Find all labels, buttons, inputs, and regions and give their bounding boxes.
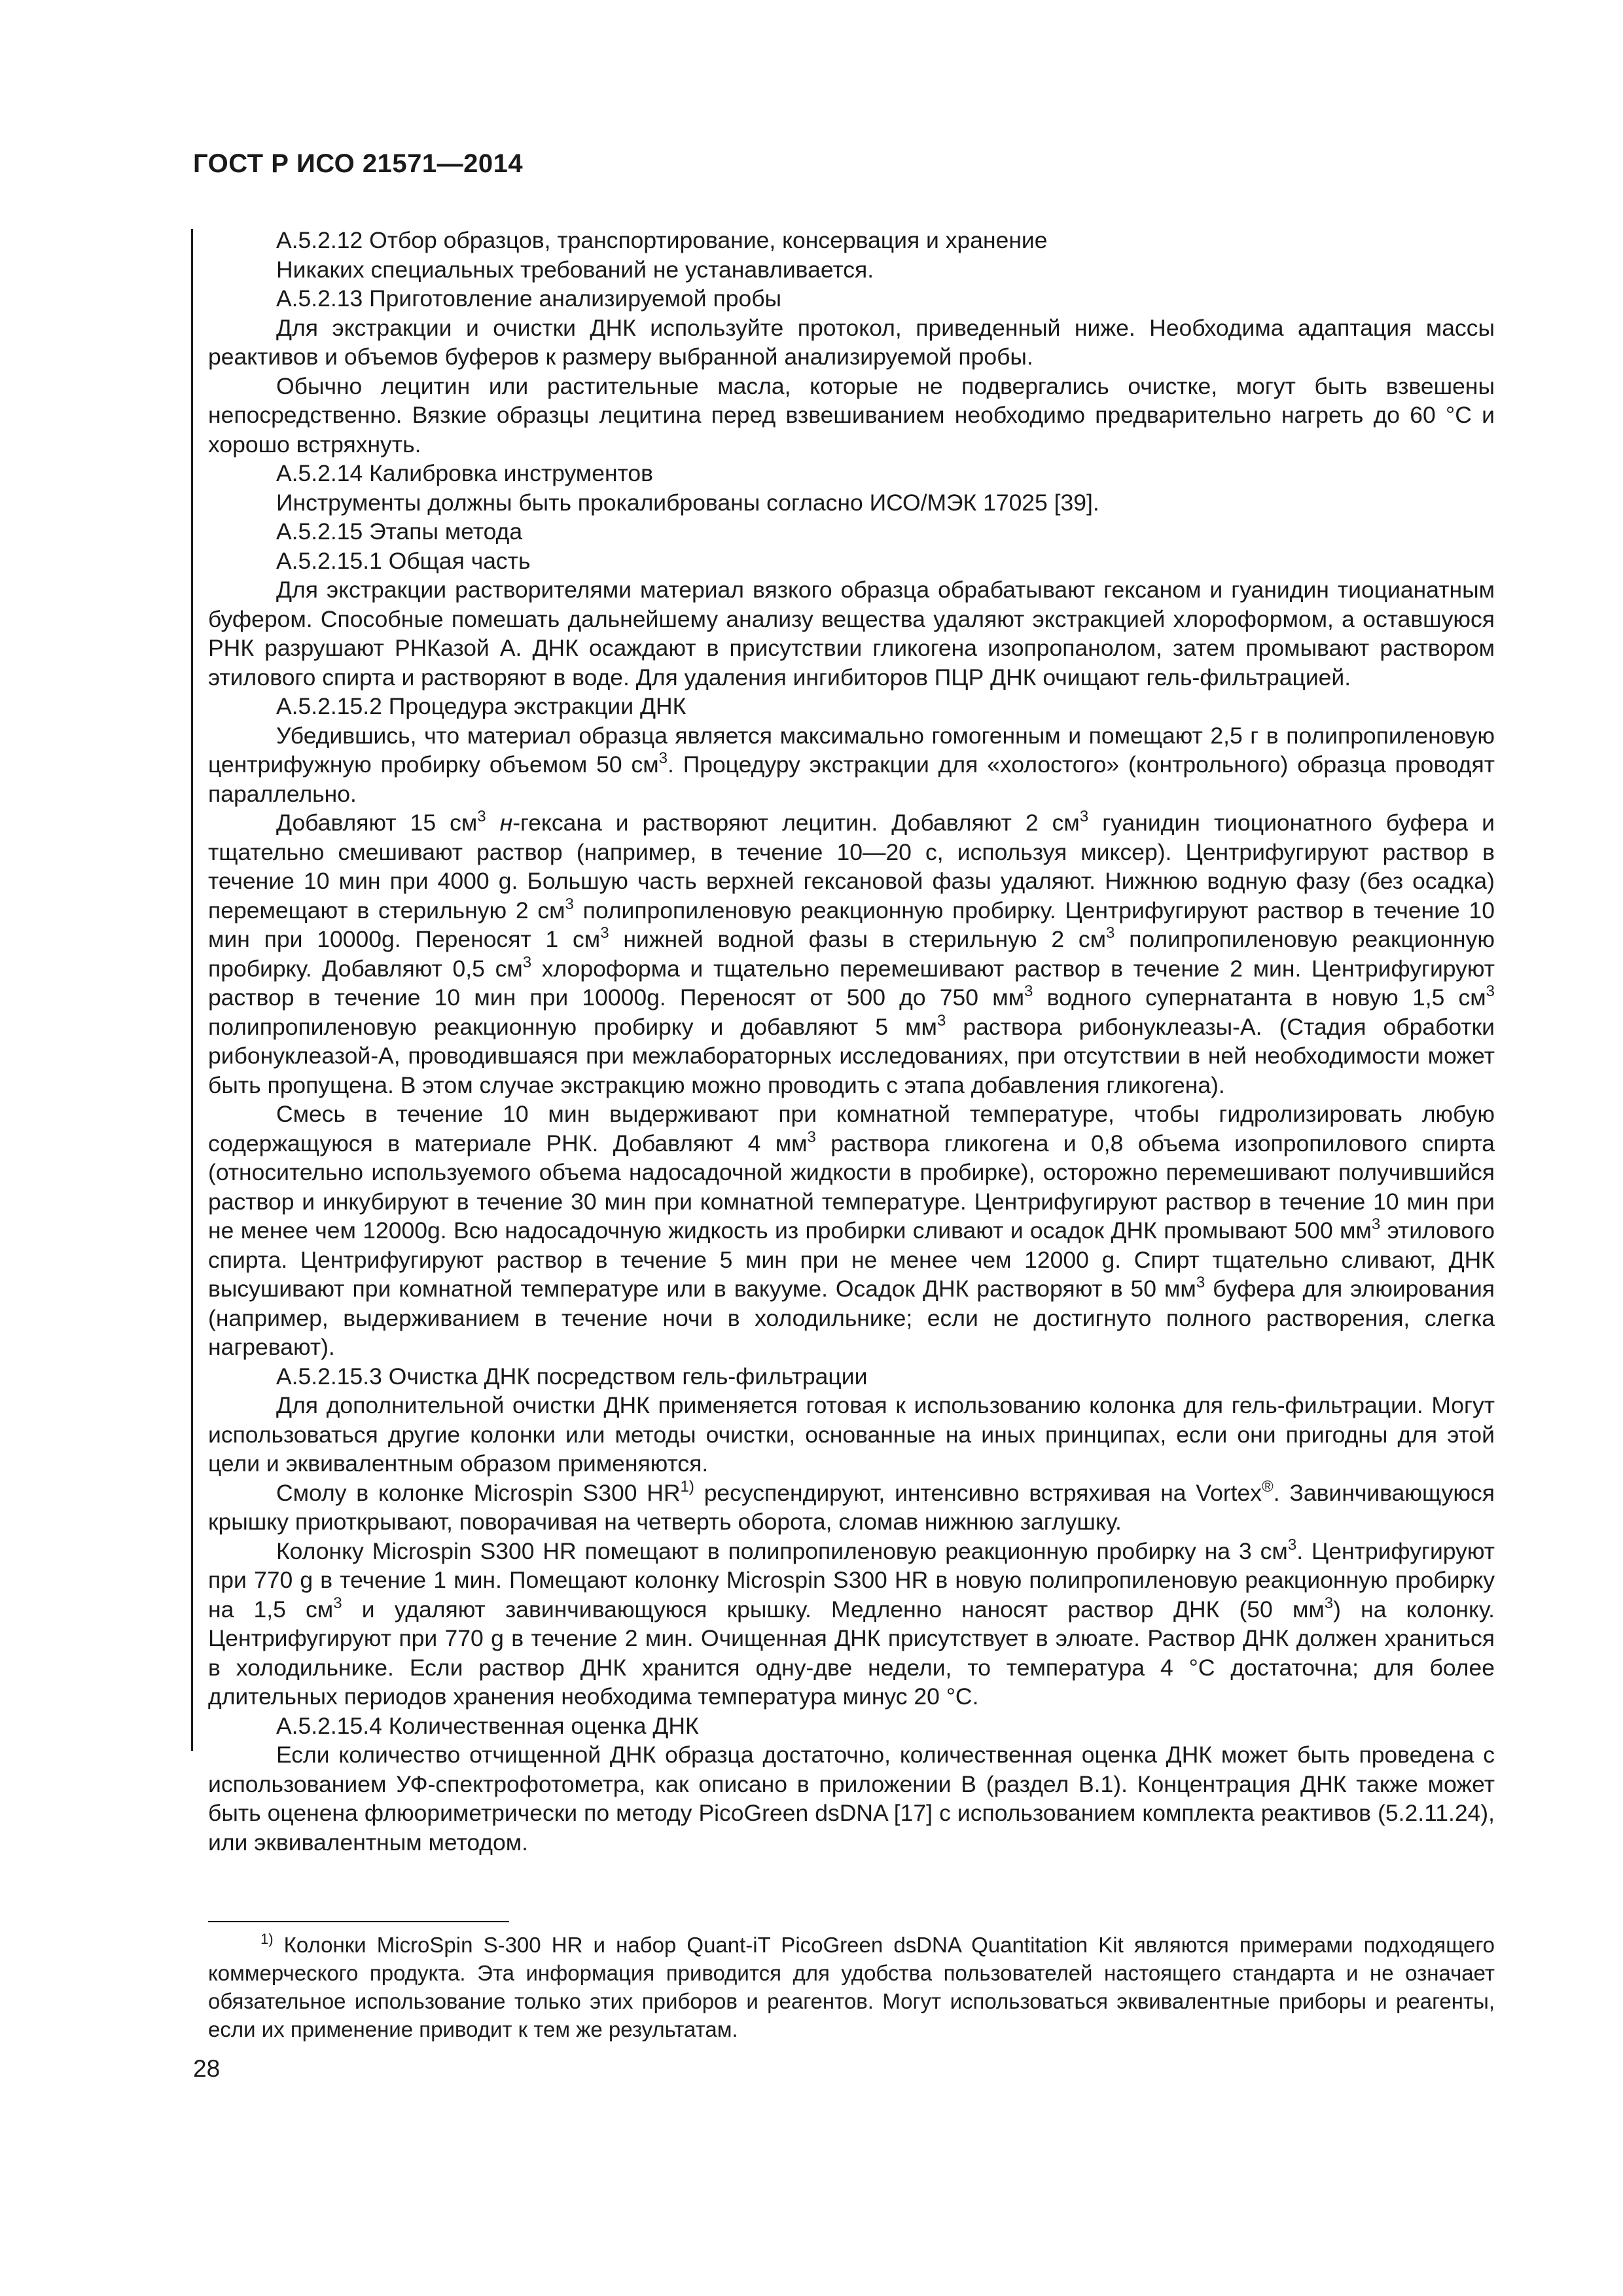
text-run: полипропиленовую реакционную пробирку. Центрифугируют раствор в течение 10 мин при 10000g. Переносят 1 см xyxy=(208,897,1495,952)
page-header: ГОСТ Р ИСО 21571—2014 xyxy=(193,149,524,178)
text-run: Смесь в течение 10 мин выдерживают при комнатной температуре, чтобы гидролизировать любую содержащуюся в материале РНК. Добавляют 4 мм xyxy=(208,1101,1495,1157)
section-heading: А.5.2.15 Этапы метода xyxy=(276,518,523,545)
paragraph xyxy=(208,808,1495,1100)
text-run: -гексана и растворяют лецитин. Добавляют 2 см xyxy=(512,810,1080,836)
superscript: 3 xyxy=(477,808,486,825)
text-run: Добавляют 15 см xyxy=(276,810,478,836)
text-run: полипропиленовую реакционную пробирку и добавляют 5 мм xyxy=(208,1013,937,1040)
footnote-marker: 1) xyxy=(260,1931,274,1947)
section-heading: А.5.2.15.2 Процедура экстракции ДНК xyxy=(276,693,687,719)
text-run xyxy=(486,810,500,836)
section-heading: А.5.2.15.1 Общая часть xyxy=(276,547,531,574)
page-number: 28 xyxy=(193,2055,221,2082)
body-text xyxy=(208,226,1495,1857)
superscript: 3 xyxy=(1079,808,1089,825)
paragraph xyxy=(208,1100,1495,1362)
text-run: нижней водной фазы в стерильную 2 см xyxy=(609,926,1107,952)
text-run: гуанидин тиоционатного буфера и тщательно смешивают раствор (например, в течение 10—20 с, используя миксер). Центрифугируют раствор в течение 10 мин при 4000 g. Большую часть верхней гексановой фазы удаляют. Нижнюю водную фазу (без осадка) перемещают в стерильную 2 см xyxy=(208,810,1495,924)
paragraph: Никаких специальных требований не устанавливается. xyxy=(276,256,874,283)
superscript: 3 xyxy=(565,895,574,913)
text-run: водного супернатанта в новую 1,5 см xyxy=(1033,984,1486,1011)
text-run: Колонку Microspin S300 HR помещают в полипропиленовую реакционную пробирку на 3 см xyxy=(276,1537,1288,1564)
text-run: Смолу в колонке Microspin S300 HR xyxy=(276,1479,681,1506)
section-heading: А.5.2.12 Отбор образцов, транспортирование, консервация и хранение xyxy=(276,227,1048,253)
text-run: . Процедуру экстракции для «холостого» (контрольного) образца проводят параллельно. xyxy=(208,751,1495,807)
superscript: 3 xyxy=(807,1128,816,1146)
paragraph: Для экстракции и очистки ДНК используйте протокол, приведенный ниже. Необходима адаптация массы реактивов и объемов буферов к размеру выбранной анализируемой пробы. xyxy=(208,314,1495,370)
footnote-separator xyxy=(208,1921,509,1922)
paragraph xyxy=(208,1537,1495,1712)
footnote-text xyxy=(208,1931,1495,2043)
paragraph: Обычно лецитин или растительные масла, которые не подвергались очистке, могут быть взвешены непосредственно. Вязкие образцы лецитина перед взвешиванием необходимо предварительно нагреть до 60 °С и хорошо встряхнуть. xyxy=(208,372,1495,457)
text-run: . Завинчивающуюся крышку приоткрывают, поворачивая на четверть оборота, сломав нижнюю заглушку. xyxy=(208,1479,1495,1535)
text-run: ресуспендируют, интенсивно встряхивая на Vortex xyxy=(694,1479,1262,1506)
text-run: хлороформа и тщательно перемешивают раствор в течение 2 мин. Центрифугируют раствор в течение 10 мин при 10000g. Переносят от 500 до 750 мм xyxy=(208,955,1495,1011)
superscript: 3 xyxy=(936,1011,946,1030)
section-heading: А.5.2.15.3 Очистка ДНК посредством гель-фильтрации xyxy=(276,1363,868,1390)
superscript: 3 xyxy=(1486,982,1495,1000)
registered-mark: ® xyxy=(1262,1477,1274,1496)
text-run: и удаляют завинчивающуюся крышку. Медленно наносят раствор ДНК (50 мм xyxy=(342,1596,1325,1623)
superscript: 3 xyxy=(1196,1274,1205,1291)
section-heading: А.5.2.13 Приготовление анализируемой пробы xyxy=(276,285,782,312)
text-run: полипропиленовую реакционную пробирку. Добавляют 0,5 см xyxy=(208,926,1495,982)
superscript: 3 xyxy=(522,953,532,971)
paragraph: Для экстракции растворителями материал вязкого образца обрабатывают гексаном и гуанидин тиоцианатным буфером. Способные помешать дальнейшему анализу вещества удаляют экстракцией хлороформом, а оставшуюся РНК разрушают РНКазой А. ДНК осаждают в присутствии гликогена изопропанолом, затем промывают раствором этилового спирта и растворяют в воде. Для удаления ингибиторов ПЦР ДНК очищают гель-фильтрацией. xyxy=(208,577,1495,691)
text-run: раствора рибонуклеазы-А. (Стадия обработки рибонуклеазой-А, проводившаяся при межлабораторных исследованиях, при отсутствии в ней необходимости может быть пропущена. В этом случае экстракцию можно проводить с этапа добавления гликогена). xyxy=(208,1013,1495,1098)
superscript: 3 xyxy=(600,924,609,942)
paragraph: Для дополнительной очистки ДНК применяется готовая к использованию колонка для гель-фильтрации. Могут использоваться другие колонки или методы очистки, основанные на иных принципах, если они пригодны для этой цели и эквивалентным образом применяются. xyxy=(208,1392,1495,1477)
superscript: 3 xyxy=(658,749,668,767)
text-run: ) на колонку. Центрифугируют при 770 g в течение 2 мин. Очищенная ДНК присутствует в элюате. Раствор ДНК должен храниться в холодильнике. Если раствор ДНК хранится одну-две недели, то температура 4 °С достаточна; для более длительных периодов хранения необходима температура минус 20 °С. xyxy=(208,1596,1495,1710)
section-heading: А.5.2.14 Калибровка инструментов xyxy=(276,460,654,486)
paragraph xyxy=(208,721,1495,809)
paragraph: Инструменты должны быть прокалиброваны согласно ИСО/МЭК 17025 [39]. xyxy=(276,489,1099,516)
footnote-body: Колонки MicroSpin S-300 HR и набор Quant-iT PicoGreen dsDNA Quantitation Kit являются примерами подходящего коммерческого продукта. Эта информация приводится для удобства пользователей настоящего стандарта и не означает обязательное использование только этих приборов и реагентов. Могут использоваться эквивалентные приборы и реагенты, если их применение приводит к тем же результатам. xyxy=(208,1933,1495,2041)
paragraph: Если количество отчищенной ДНК образца достаточно, количественная оценка ДНК может быть проведена с использованием УФ-спектрофотометра, как описано в приложении В (раздел В.1). Концентрация ДНК также может быть оценена флюориметрически по методу PicoGreen dsDNA [17] с использованием комплекта реактивов (5.2.11.24), или эквивалентным методом. xyxy=(208,1742,1495,1856)
paragraph xyxy=(208,1479,1495,1537)
superscript: 3 xyxy=(1024,982,1033,1000)
superscript: 3 xyxy=(333,1594,342,1612)
text-run: раствора гликогена и 0,8 объема изопропилового спирта (относительно используемого объема надосадочной жидкости в пробирке), осторожно перемешивают получившийся раствор и инкубируют в течение 30 мин при комнатной температуре. Центрифугируют раствор в течение 10 мин при не менее чем 12000g. Всю надосадочную жидкость из пробирки сливают и осадок ДНК промывают 500 мм xyxy=(208,1130,1495,1244)
text-run: Убедившись, что материал образца является максимально гомогенным и помещают 2,5 г в полипропиленовую центрифужную пробирку объемом 50 см xyxy=(208,722,1495,778)
footnote-ref[interactable]: 1) xyxy=(680,1477,694,1496)
change-bar xyxy=(191,229,193,1751)
superscript: 3 xyxy=(1324,1594,1334,1612)
text-run: . Центрифугируют при 770 g в течение 1 мин. Помещают колонку Microspin S300 HR в новую полипропиленовую реакционную пробирку на 1,5 см xyxy=(208,1537,1495,1623)
text-run: буфера для элюирования (например, выдерживанием в течение ночи в холодильнике; если не достигнуто полного растворения, слегка нагревают). xyxy=(208,1276,1495,1360)
section-heading: А.5.2.15.4 Количественная оценка ДНК xyxy=(276,1712,699,1739)
superscript: 3 xyxy=(1371,1215,1381,1233)
superscript: 3 xyxy=(1106,924,1115,942)
superscript: 3 xyxy=(1287,1535,1297,1554)
italic-text: н xyxy=(499,810,513,836)
footnote xyxy=(208,1931,1495,2043)
text-run: этилового спирта. Центрифугируют раствор в течение 5 мин при не менее чем 12000 g. Спирт тщательно сливают, ДНК высушивают при комнатной температуре или в вакууме. Осадок ДНК растворяют в 50 мм xyxy=(208,1217,1495,1302)
